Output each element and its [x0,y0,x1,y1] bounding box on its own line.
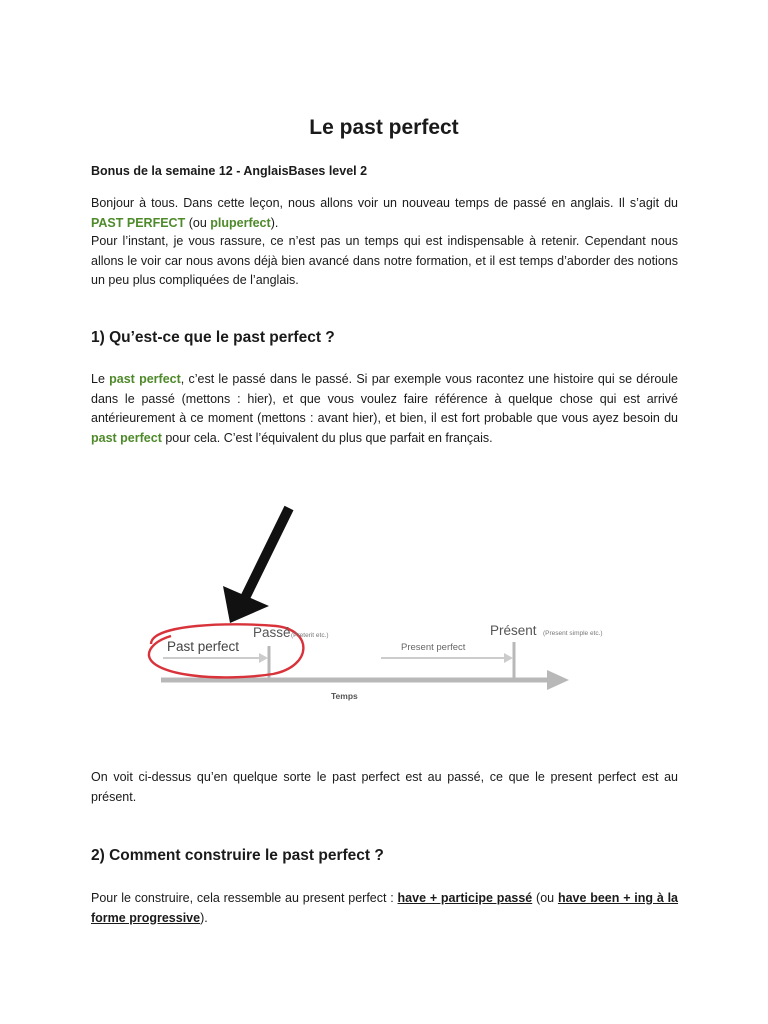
highlight-past-perfect-1: past perfect [109,372,181,386]
formula-have-participe: have + participe passé [397,891,533,905]
highlight-past-perfect-2: past perfect [91,430,162,445]
page-title: Le past perfect [309,116,459,139]
label-passe: Passé [253,625,291,640]
section-1-text-3: pour cela. C’est l’équivalent du plus que parfait en français. [161,430,493,445]
intro-text-3: ). [270,215,279,230]
section-1-text-1: Le [91,372,110,386]
section-2-heading: 2) Comment construire le past perfect ? [91,847,384,864]
label-present-note: (Present simple etc.) [543,630,603,637]
pointer-arrow-shaft [243,508,289,602]
label-present: Présent [490,623,537,638]
section-2-text-3: ). [200,910,208,925]
label-temps: Temps [331,691,358,701]
section-2-text-1: Pour le construire, cela ressemble au present perfect : [91,891,398,905]
section-2-paragraph [91,889,678,928]
after-figure-paragraph: On voit ci-dessus qu’en quelque sorte le past perfect est au passé, ce que le present perfect est au présent. [91,770,678,804]
formula-have-been-ing: have been + ing à la forme progressive [91,891,679,925]
timeline-figure [91,476,631,746]
label-present-perfect: Present perfect [401,642,466,653]
intro-text-2: (ou [185,215,211,230]
intro-text-1: Bonjour à tous. Dans cette leçon, nous allons voir un nouveau temps de passé en anglais. Il s’agit du [91,196,678,210]
label-past-perfect: Past perfect [167,639,240,654]
intro-paragraph-1 [91,194,678,233]
section-2-text-2: (ou [532,891,558,905]
timeline-diagram [91,476,631,746]
document-subtitle: Bonus de la semaine 12 - AnglaisBases level 2 [91,164,368,178]
highlight-pluperfect: pluperfect [210,215,271,230]
present-perfect-segment-head [504,653,513,663]
section-1-paragraph [91,370,678,448]
past-perfect-segment-head [259,653,268,663]
timeline-arrowhead [547,670,569,690]
highlight-past-perfect: PAST PERFECT [91,215,186,230]
intro-paragraph-2: Pour l’instant, je vous rassure, ce n’est pas un temps qui est indispensable à retenir. Cependant nous allons le voir car nous avons déjà bien avancé dans notre formation, et il est temps d’aborder des notions un peu plus compliquées de l’anglais. [91,234,678,287]
label-passe-note: (Preterit etc.) [291,632,329,639]
section-1-text-2: , c’est le passé dans le passé. Si par exemple vous racontez une histoire qui se déroule dans le passé (mettons : hier), et que vous voulez faire référence à quelque chose qui est arrivé antérieurement à ce moment (mettons : avant hier), et bien, il est fort probable que vous ayez besoin du [91,372,678,425]
section-1-heading: 1) Qu’est-ce que le past perfect ? [91,329,335,346]
